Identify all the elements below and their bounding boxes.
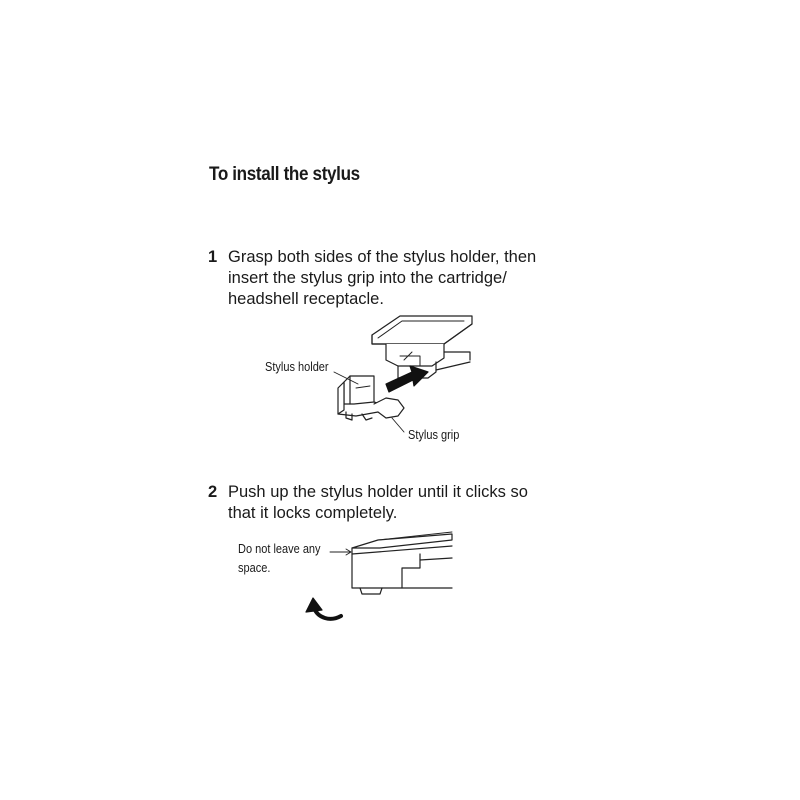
stylus-holder-label: Stylus holder [265, 360, 329, 374]
step-1-line: Grasp both sides of the stylus holder, then [228, 248, 537, 266]
push-up-arrow-icon [306, 598, 341, 619]
no-space-label-line: Do not leave any [238, 542, 321, 556]
step-2-number: 2 [208, 483, 218, 501]
step-1-line: insert the stylus grip into the cartridge/ [228, 269, 507, 287]
step-1-number: 1 [208, 248, 218, 266]
page-title: To install the stylus [209, 164, 360, 185]
step-2-line: Push up the stylus holder until it clicks so [228, 483, 528, 501]
headshell-locked [352, 532, 452, 594]
stylus-grip-label: Stylus grip [408, 428, 460, 442]
step-1-line: headshell receptacle. [228, 290, 384, 308]
step-2-line: that it locks completely. [228, 504, 398, 522]
no-space-label-line: space. [238, 561, 271, 575]
